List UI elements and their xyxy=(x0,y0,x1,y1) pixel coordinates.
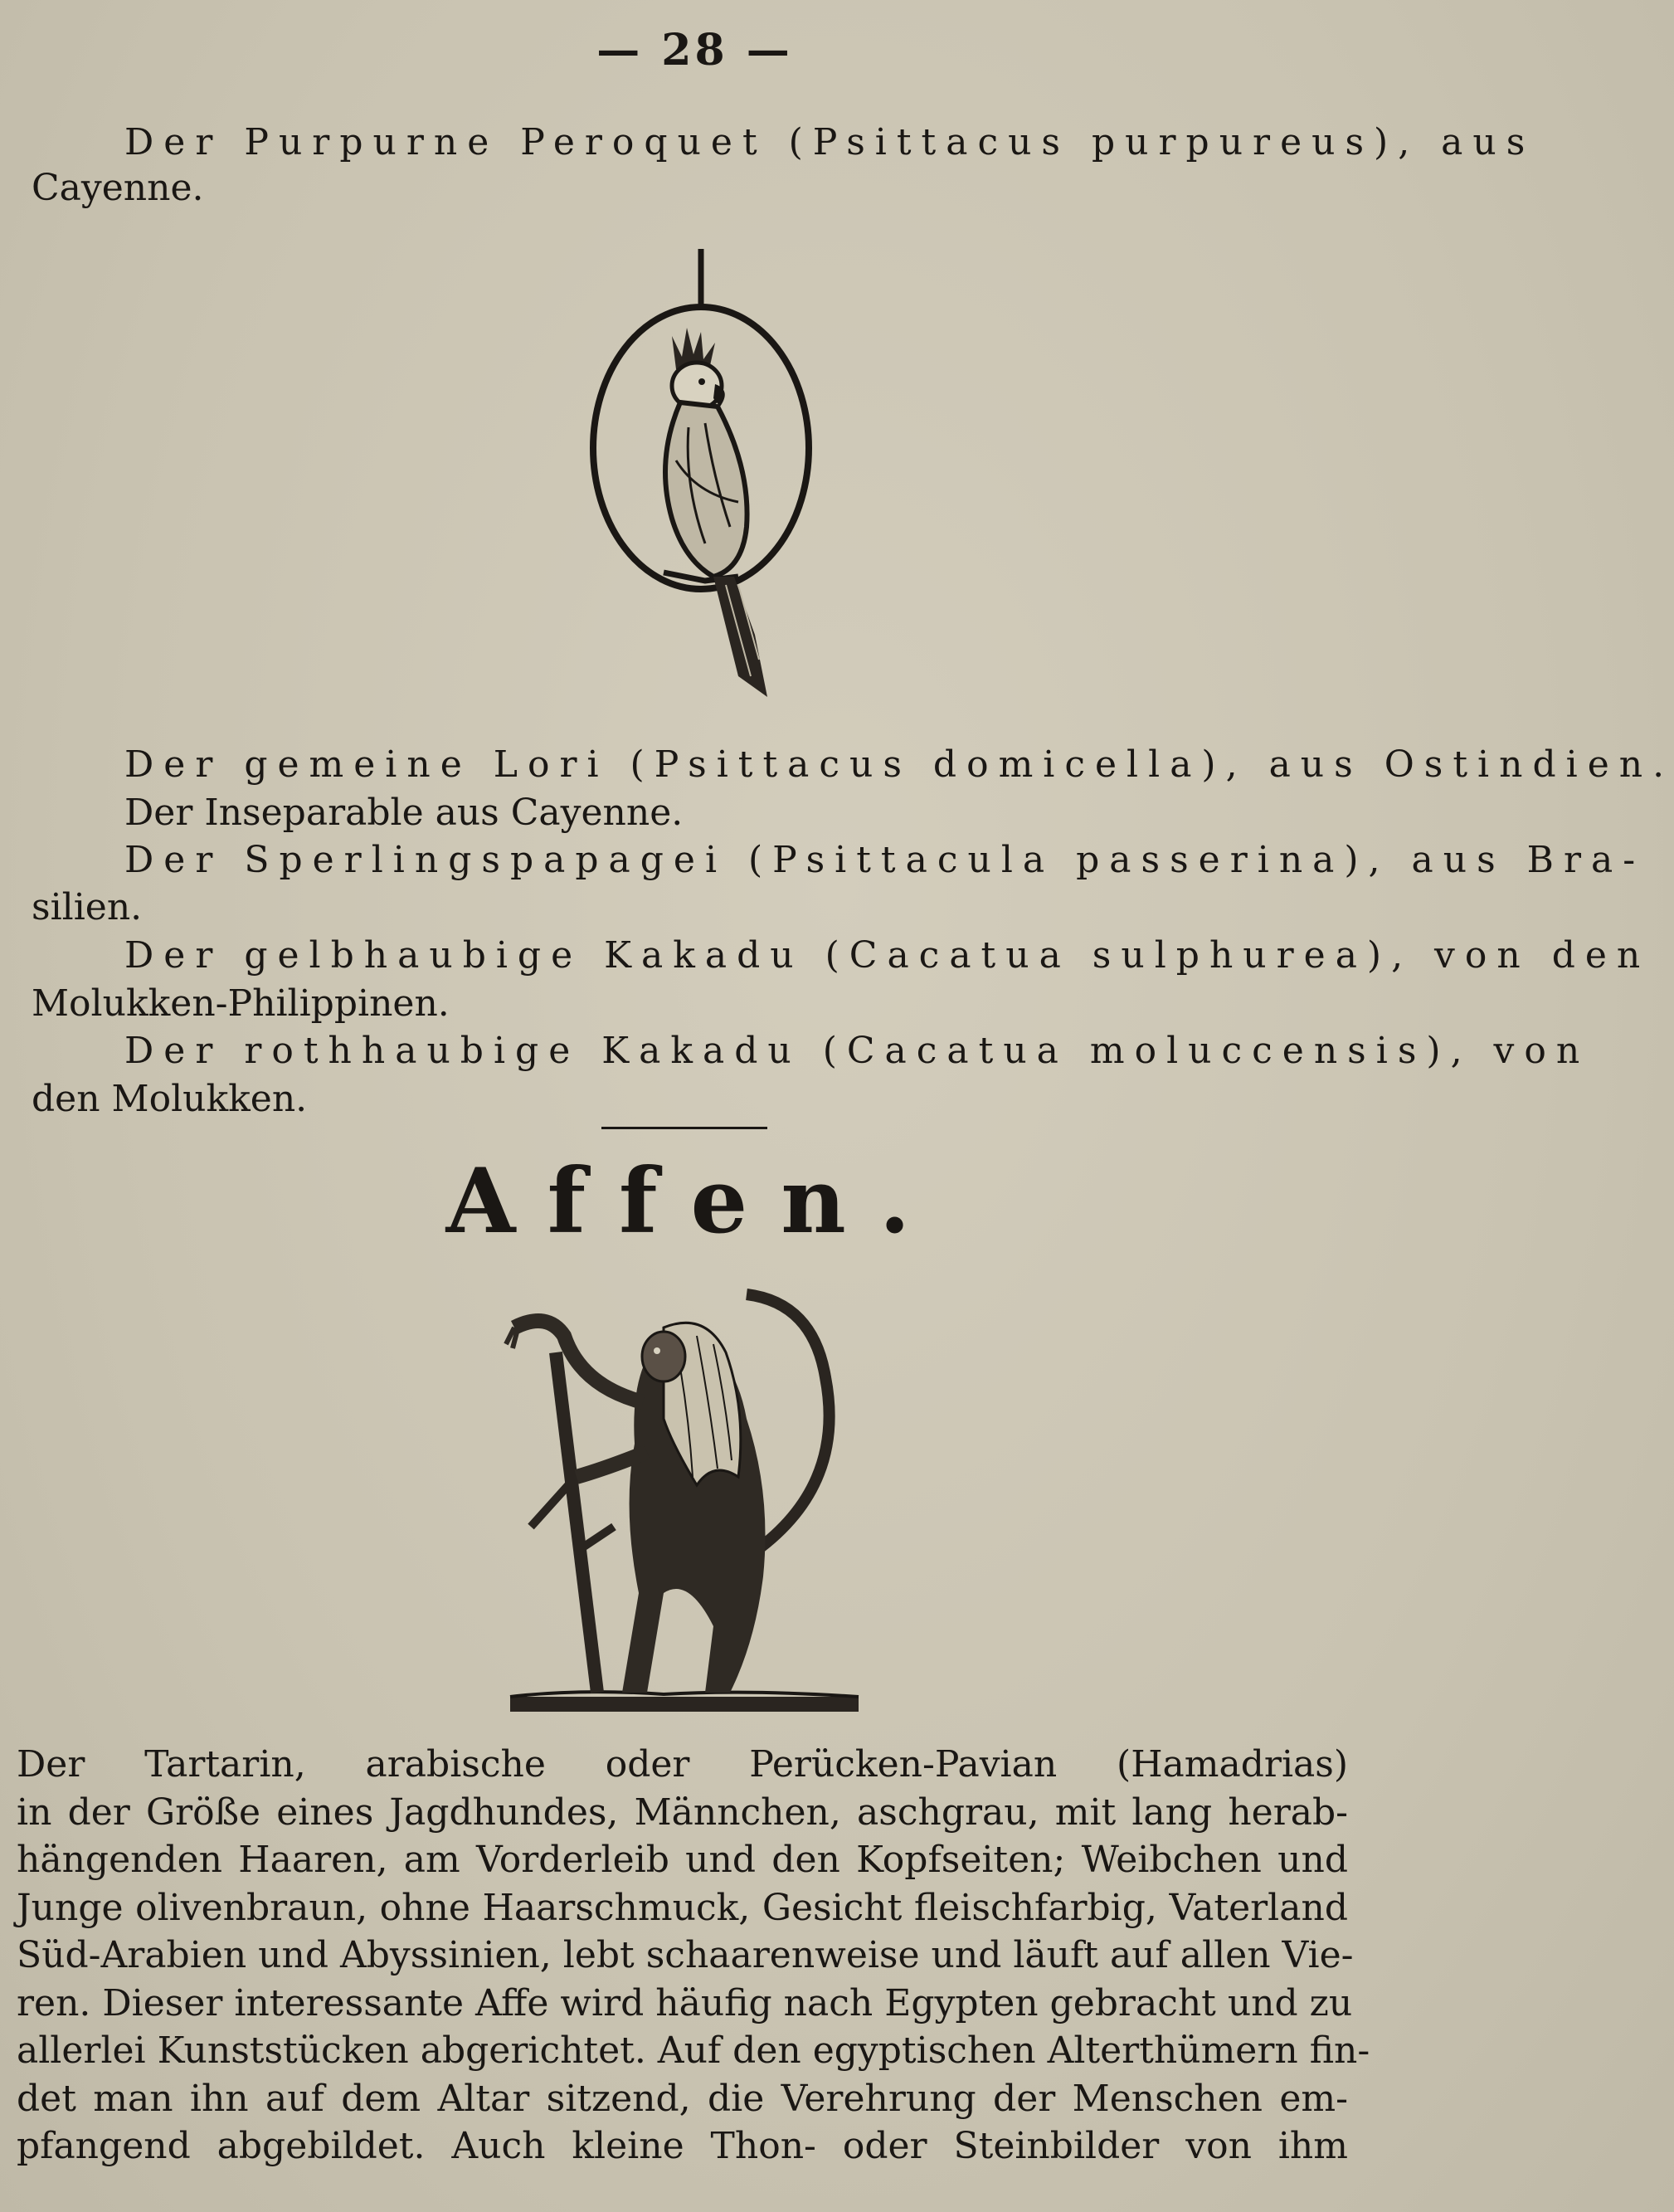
baboon-illustration xyxy=(498,1278,871,1742)
parrot-list-line6: Molukken-Philippinen. xyxy=(32,982,450,1025)
parrot-list-line4: silien. xyxy=(32,886,143,928)
body-line-4: Junge olivenbraun, ohne Haarschmuck, Gesicht fleischfarbig, Vaterland xyxy=(17,1887,1348,1929)
parrot-list-line8: den Molukken. xyxy=(32,1078,308,1120)
body-line-9: pfangend abgebildet. Auch kleine Thon- oder Steinbilder von ihm xyxy=(17,2125,1348,2167)
parrot-list-line3: Der Sperlingspapagei (Psittacula passerina), aus Bra- xyxy=(124,839,1646,881)
body-line-3: hängenden Haaren, am Vorderleib und den Kopfseiten; Weibchen und xyxy=(17,1839,1348,1881)
body-line-7: allerlei Kunststücken abgerichtet. Auf den egyptischen Alterthümern fin- xyxy=(17,2029,1370,2072)
body-line-8: det man ihn auf dem Altar sitzend, die Verehrung der Menschen em- xyxy=(17,2078,1348,2120)
parrot-list-line5: Der gelbhaubige Kakadu (Cacatua sulphurea), von den xyxy=(124,934,1651,977)
parrot-caption-line2: Cayenne. xyxy=(32,167,204,209)
section-heading: Affen. xyxy=(445,1149,944,1254)
body-line-2: in der Größe eines Jagdhundes, Männchen, aschgrau, mit lang herab- xyxy=(17,1791,1348,1834)
section-divider xyxy=(601,1127,767,1129)
parrot-list-line7: Der rothhaubige Kakadu (Cacatua moluccensis), von xyxy=(124,1030,1590,1072)
parrot-list-line2: Der Inseparable aus Cayenne. xyxy=(124,792,684,834)
parrot-on-ring-illustration xyxy=(539,245,871,709)
body-line-5: Süd-Arabien und Abyssinien, lebt schaarenweise und läuft auf allen Vie- xyxy=(17,1934,1354,1976)
page-number: — 28 — xyxy=(596,25,793,76)
body-line-1: Der Tartarin, arabische oder Perücken-Pavian (Hamadrias) xyxy=(17,1743,1348,1786)
parrot-list-line1: Der gemeine Lori (Psittacus domicella), aus Ostindien. xyxy=(124,743,1674,786)
body-line-6: ren. Dieser interessante Affe wird häufig nach Egypten gebracht und zu xyxy=(17,1982,1353,2024)
parrot-caption-line1: Der Purpurne Peroquet (Psittacus purpureus), aus xyxy=(124,121,1535,163)
